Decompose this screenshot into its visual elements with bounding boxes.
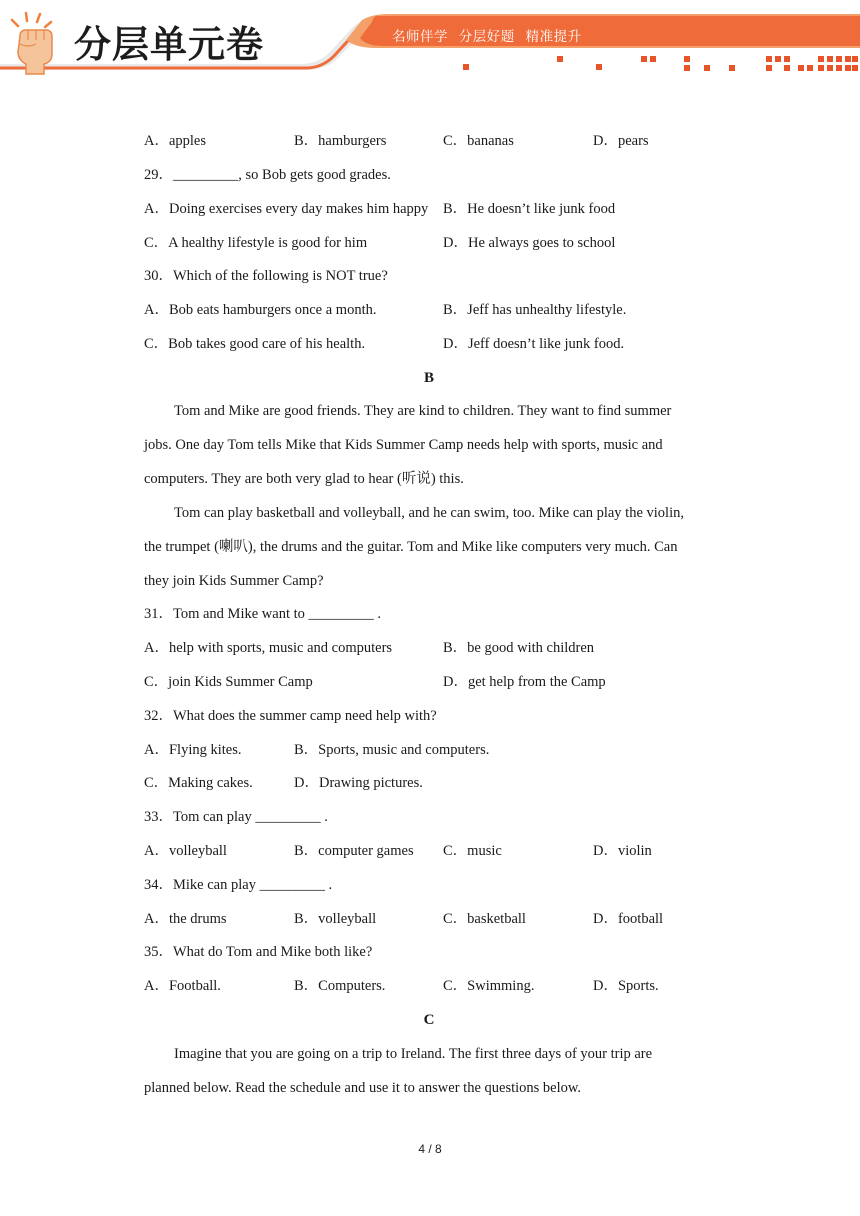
option-c: C．join Kids Summer Camp <box>144 674 313 690</box>
option-d: D．get help from the Camp <box>443 674 606 690</box>
option-c: C．A healthy lifestyle is good for him <box>144 235 368 251</box>
option-d: D．pears <box>593 133 649 149</box>
fist-icon <box>6 10 62 76</box>
question-30-stem: 30．Which of the following is NOT true? <box>144 268 388 284</box>
brand-title: 分层单元卷 <box>74 23 264 66</box>
question-35-stem: 35．What do Tom and Mike both like? <box>144 944 373 960</box>
passage-b-line: Tom can play basketball and volleyball, and he can swim, too. Mike can play the violin, <box>174 505 684 521</box>
passage-c-line: Imagine that you are going on a trip to Ireland. The first three days of your trip are <box>174 1046 653 1062</box>
option-b: B．Jeff has unhealthy lifestyle. <box>443 302 627 318</box>
option-c: C．Swimming. <box>443 978 535 994</box>
question-32-stem: 32．What does the summer camp need help with? <box>144 708 437 724</box>
option-b: B．Computers. <box>294 978 386 994</box>
question-29-stem: 29．_________, so Bob gets good grades. <box>144 167 391 183</box>
option-b: B．be good with children <box>443 640 595 656</box>
passage-b-line: computers. They are both very glad to hear (听说) this. <box>144 471 464 487</box>
option-b: B．Sports, music and computers. <box>294 742 490 758</box>
option-d: D．He always goes to school <box>443 235 616 251</box>
option-a: A．apples <box>144 133 207 149</box>
option-d: D．Drawing pictures. <box>294 775 423 791</box>
page-header <box>0 0 860 80</box>
option-a: A．Doing exercises every day makes him happy <box>144 201 429 217</box>
option-b: B．volleyball <box>294 911 377 927</box>
section-b-title: B <box>423 370 434 386</box>
option-c: C．Bob takes good care of his health. <box>144 336 366 352</box>
page-number: 4 / 8 <box>418 1142 442 1156</box>
option-d: D．Sports. <box>593 978 659 994</box>
passage-b-line: the trumpet (喇叭), the drums and the guitar. Tom and Mike like computers very much. Can <box>144 539 678 555</box>
option-d: D．violin <box>593 843 652 859</box>
option-c: C．Making cakes. <box>144 775 253 791</box>
header-slogan: 名师伴学 分层好题 精准提升 <box>392 29 582 45</box>
option-a: A．Flying kites. <box>144 742 242 758</box>
passage-b-line: jobs. One day Tom tells Mike that Kids Summer Camp needs help with sports, music and <box>144 437 663 453</box>
option-a: A．the drums <box>144 911 227 927</box>
option-c: C．bananas <box>443 133 514 149</box>
passage-c-line: planned below. Read the schedule and use it to answer the questions below. <box>144 1080 582 1096</box>
option-a: A．volleyball <box>144 843 227 859</box>
question-33-stem: 33．Tom can play _________ . <box>144 809 328 825</box>
option-b: B．He doesn’t like junk food <box>443 201 616 217</box>
option-b: B．computer games <box>294 843 414 859</box>
section-c-title: C <box>423 1012 435 1028</box>
option-d: D．Jeff doesn’t like junk food. <box>443 336 625 352</box>
passage-b-line: Tom and Mike are good friends. They are kind to children. They want to find summer <box>174 403 672 419</box>
option-a: A．Bob eats hamburgers once a month. <box>144 302 377 318</box>
option-c: C．music <box>443 843 502 859</box>
option-d: D．football <box>593 911 664 927</box>
option-a: A．help with sports, music and computers <box>144 640 393 656</box>
passage-b-line: they join Kids Summer Camp? <box>144 573 324 589</box>
question-31-stem: 31．Tom and Mike want to _________ . <box>144 606 382 622</box>
option-a: A．Football. <box>144 978 221 994</box>
option-b: B．hamburgers <box>294 133 387 149</box>
option-c: C．basketball <box>443 911 526 927</box>
question-34-stem: 34．Mike can play _________ . <box>144 877 333 893</box>
